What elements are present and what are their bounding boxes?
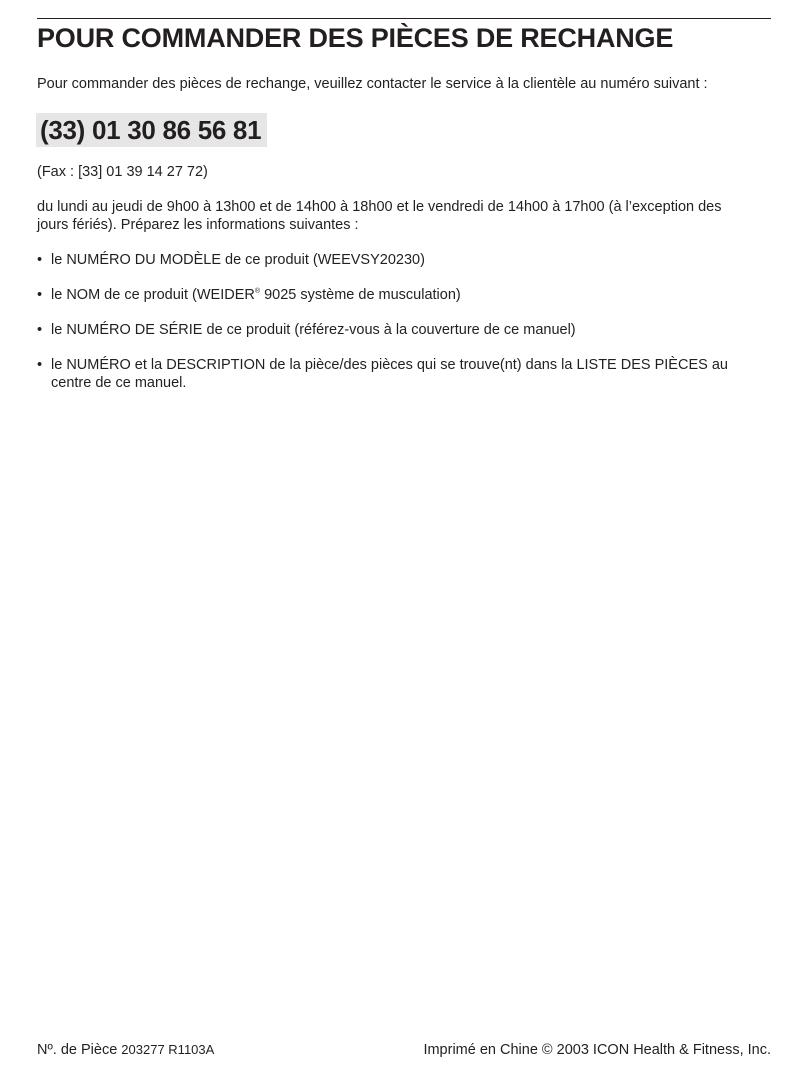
list-item-text: le NUMÉRO et la DESCRIPTION de la pièce/des pièces qui se trouve(nt) dans la LISTE DES PIÈCES au centre de ce manuel. [51,357,728,391]
part-number-label: Nº. de Pièce [37,1042,118,1058]
list-item-model-number [37,251,749,269]
footer-imprint: Imprimé en Chine © 2003 ICON Health & Fitness, Inc. [423,1042,771,1058]
fax-number: (Fax : [33] 01 39 14 27 72) [37,164,208,180]
bullet-marker: • [37,287,43,303]
list-item-product-name [37,286,749,304]
registered-mark: ® [254,288,261,296]
page-title: POUR COMMANDER DES PIÈCES DE RECHANGE [37,23,674,53]
list-item-part-description [37,356,749,392]
footer-part-number [37,1041,214,1059]
list-item-text: le NOM de ce produit (WEIDER [51,287,255,303]
required-info-list [37,251,749,409]
bullet-marker: • [37,322,43,338]
list-item-serial-number [37,321,749,339]
phone-number: (33) 01 30 86 56 81 [36,113,267,147]
opening-hours-text: du lundi au jeudi de 9h00 à 13h00 et de 14h00 à 18h00 et le vendredi de 14h00 à 17h00 (à l’exception des jours fériés). Préparez les informations suivantes : [37,199,722,233]
list-item-text-cont: 9025 système de musculation) [260,287,461,303]
bullet-marker: • [37,357,43,373]
top-rule [37,18,771,19]
list-item-text: le NUMÉRO DE SÉRIE de ce produit (référez-vous à la couverture de ce manuel) [51,322,576,338]
bullet-marker: • [37,252,43,268]
part-number-value: 203277 R1103A [121,1042,215,1057]
list-item-text: le NUMÉRO DU MODÈLE de ce produit (WEEVSY20230) [51,252,425,268]
intro-text: Pour commander des pièces de rechange, veuillez contacter le service à la clientèle au numéro suivant : [37,76,708,92]
